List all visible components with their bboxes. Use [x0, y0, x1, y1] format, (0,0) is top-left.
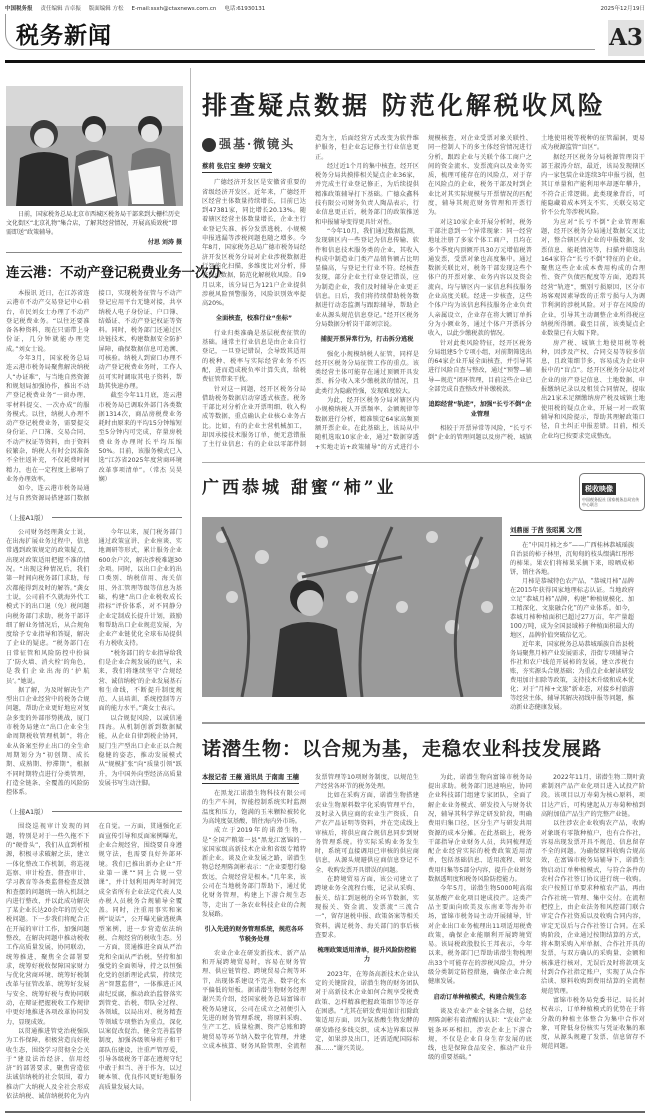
logo-text: 税收映像 [582, 483, 616, 495]
paragraph: 谈及农业产业全链条合规，总经理陈剑彬有着清醒的认识：“农业产业链条环环相扣，涉农企业上下游合规，不仅是企业自身生存发展的底线，也是保障食品安全、推动产业升级的重要基础。” [428, 1007, 532, 1062]
page-number: A3 [608, 20, 644, 56]
paragraph: 在跨境贸易方面，该公司建立了跨境业务全流程台账，记录从采购、报关、结汇到退税的全环节数据，实现报关、资金流、发票流“三流合一”，留存退税申报、政策备案等相关资料，满足税务、海关部门的事后核查要求。 [315, 876, 419, 939]
column-logo-icon [202, 138, 216, 152]
byline-persimmon: 刘鼎丽 于茜 张昭翼 文/图 [510, 526, 582, 534]
byline-risk: 蔡莉 张启宝 秦婷 安瑞文 [202, 162, 272, 173]
photo-tax-officers-with-dolls [6, 86, 183, 206]
paragraph: 为此，经开区税务分局对辖区内小规模纳税人开票频率、金额规律等数据进行分析，精准锁定64家高频顶额开票企业。在此基础上，该局从中随机选取10家企业，通过“数据穿透+实地走访+政策辅导”的方式进行小规模核查，对企业受票对象关联性、同一控制人下的多主体经营情况进行分析，跟踪企业与关联个体工商户之间的资金流水、发票流向以及业务实质，梳理可能存在的风险点，对于存在风险点的企业，税务干部及时到企业比对其实际规模与开票情况的匹配度，辅导其规范财务管理和开票行为。 [315, 135, 532, 451]
paragraph: 经过近1个月的集中核查，经开区税务分局共摸排相关疑点企业36家，并完成主行业登记修正，为后续提供精准政策辅导打下基础。广德众鑫科技有限公司财务负责人陶晶表示，行业信息更正后，税务部门的政策推送和申报辅导变得更具针对性。 [315, 162, 419, 226]
paragraph: “今年10月，我们通过数据监测，发现辖区内一些登记为信息传输、软件和信息技术服务类的企业，其收入构成中制造业门类产品销售额占比明显偏高，与登记主行业不符。经核查发现，部分企业主行业登记错误，应为制造企业，我们及时辅导企业更正信息。日后，我们将持续借助税务数据进行动态监测与跟踪辅导，帮助企业从源头规范信息登记。”经开区税务分局数据分析岗干部刘宗说。 [315, 227, 419, 328]
divider [202, 462, 645, 463]
article-title-lianyungang: 连云港：不动产登记税费业务一次办 [6, 265, 222, 281]
paragraph: 据了解，为及时解决生产型出口企业经营中的税务合规问题，帮助企业更好地应对复杂多变的外部形势挑战，厦门市税务局建立“出口企业全生命周期税收管理机制”，将企业从备案至停止出口的全生命周期划分为“初创期、成长期、成熟期、停滞期”，根据不同时期特点进行分类管理，打造全链条、全覆盖的风险防控体系。 [6, 686, 90, 797]
article-body-continued-2 [6, 822, 182, 1101]
paragraph: 农业企业在研发新技术、新产品和开展跨境贸易时，容易在财务管理、供应链管控、跨境贸易合规等环节，出现体系建设不完善、数字化水平偏低的短板。据诺潜生物财务经理谢兴美介绍，经国家税务总局富锦市税务局建议，公司在成立之初便引入先进的财务管理系统，将原料采购、生产工艺、质量检测、资产总账和跨境贸易等环节纳入数字化管理，并建立成本核算、财务风险管理、全流程发票管理等10项财务制度，以规范生产经营各环节的税务处理。 [202, 773, 419, 1050]
paragraph: 近年来，国家税务总局恭城瑶族自治县税务局聚焦月柿产业发展需求，沿街专项辅导合作社和农户线范开展柿的发展，建立涉税台账，夯实源头合规基础；为重点企业解读研发费用加计扣除等政策，支持技术升级和成本优化；对于“月柿+文旅”新业态，对接乡村旅游等经营主体，辅导其解决初线申报等问题，推动新业态健康发展。 [510, 640, 634, 711]
paragraph: 据经开区税务分局税源管理岗干部王淑涛介绍，最近，该局发现辖区内一家包装企业连续3年申报亏损，但其订单量和产能利用率却逐年攀升，不符合正常逻辑。此类现象背后，可能隐藏着成本列支不实、关联交易定价不公允等涉税风险。 [541, 153, 645, 217]
subheading: 引入先进的财务管理系统，规范各环节税务处理 [204, 926, 304, 943]
subheading: 启动订单种植模式，构建合规生态 [433, 993, 527, 1001]
paragraph: 强化小规模纳税人征管，同样是经开区税务分局征管工作的重点。该类经营主体可能存在通过顶额开具发票、拆分收入来少缴税款的情况，且此类行为隐蔽性强，发现难度较大。 [315, 350, 419, 395]
paragraph: 本报讯 近日，在江苏省连云港市不动产交易登记中心前台，市民刘女士办理了不动产登记税费业务。“以往还要准备各种资料，现在只需带上身份证，几分钟就能办理完成。”刘女士说。 [6, 290, 90, 353]
subheading: 捕捉开票异常行为，打击拆分逃税 [320, 336, 414, 344]
paper-name: 中国税务报 [5, 6, 33, 12]
paragraph: 富锦市税务局党委书记、局长封权表示，订单种植模式的优势在于将分散的种植主体整合为集中合作对象，可降低身份核实与凭证收集的难度，从源头规避了发票、信息留存不规范问题。 [541, 996, 645, 1051]
article-title-nuoqian: 诺潜生物：以合规为基，走稳农业科技发展路 [202, 737, 603, 760]
column-logo-text: 强基·微镜头 [219, 137, 296, 152]
paragraph: 2023年，在筹备高新技术企业认定的关键阶段，诺潜生物的财务团队对于高新技术企业如何合规享受税费政策、怎样精准把握政策细节等还存在困惑。“尤其在研发费用加计扣除政策适用方面，因为氨基酸生物发酵的研发路径多线交织，成本边界难以界定，如果涉及出口，还需适配国际标准……”谢兴美说。 [315, 970, 419, 1053]
paragraph: 针对这一问题，经开区税务分局借助税务数据启动穿透式核查。税务干部比对分析企业开票明细、收入构成等数据，重点确认企业核心业务占比。比如，有的企业主营机械加工，却因承接技术服务订单，便无意错报了主行业信息；有的企业以零部件制造为主，后面经营方式改变为软件维护服务，但企业忘记修主行业信息更正。 [202, 135, 419, 449]
paragraph: 如今，连云港市税务局通过与自然资源局搭建部门数据接口，实现税务征管与不动产登记应用平台无缝对接，共享纳税人电子身份证、户口簿、结婚证、不动产登记权证等资料。同时，税务部门还通过区块链技术，构建数据安全防护屏障，确保数据信息可追溯、可核验。纳税人到窗口办理不动产登记税费业务时，工作人员可实时调取其电子资料，帮助其快速办理。 [6, 290, 182, 502]
article-body-lianyungang [6, 289, 182, 503]
left-column [5, 68, 222, 1101]
phone: 电话:61930131 [224, 6, 266, 12]
paragraph: 月柿是恭城特色农产品，“恭城月柿”品牌在2015年获得国家地理标志认证。当地政府立足“恭城月柿”品牌，构建“种植规模化、加工精深化、文旅融合化”的产业体系。如今，恭城月柿种植面积已超过27万亩，年产量超100万吨，成为全国县域柿子种植面积最大的地区，品牌价值突破倍亿元。 [510, 577, 634, 639]
article-body-nuoqian [202, 773, 645, 1063]
article-body-risk [202, 134, 645, 452]
paragraph: 2022年11月，诺潜生物二期叶黄素制剂产品产业化项目进入试投产阶段。该项目以万寿菊为核心原料，项目达产后，可构建起从万寿菊种植到高附加值产品生产的完整产业链。 [541, 773, 645, 818]
column-logo [202, 138, 306, 152]
paragraph: 成立于2019年的诺潜生物，是“全国产粮第一县”黑龙江富锦的一家国家级高新技术企业和省级专精特新企业。谈及企业发展之路，诺潜生物总经理陈剑彬表示：“企业要想行稳致远，合规经营是根本。”几年来，该公司在当地税务部门帮助下，通过优化财务管理，构建上下游合规生态等，走出了一条农业科技企业的合规发展路。 [202, 827, 306, 918]
section-title: 税务新闻 [16, 22, 112, 49]
page-body [0, 68, 650, 1111]
persimmon-text [510, 517, 634, 712]
paragraph: 今年5月，诺潜生物5000吨高端氨基酸产业化项目建成投产。这类产品主要面向欧美及东南亚等海外市场，富锦市税务局主动开展辅导，针对企业出口业务梳理出11项适用税费政策，确保企业能顺利开展跨境贸易。该局税政股股长王邦表示，今年以来，税务部门已帮助诺潜生物梳理出33个可能存在的涉税风险点，并分级分类制定防控措施，确保企业合规健康发展。 [428, 885, 532, 986]
continued-label: （上接A1版） [6, 513, 182, 522]
article-title-persimmon: 广西恭城 甜蜜“柿”业 [202, 477, 397, 498]
byline-nuoqian: 本报记者 王薇 通讯员 于南南 王楠 [202, 773, 299, 784]
paragraph: 在“中国月柿之乡”——广西桂林恭城瑶族自治县的柿子林里，沉甸甸的枝头缀满红彤彤的柿果。果农们将柿果采摘下来，晾晒成柿饼，销往各地。 [510, 541, 634, 576]
paragraph: 公司财务经理龚女士说，在出海扩展业务过程中，信息常遇到政策规定的政策疑点，出现对政策适用把握不准的情况。“出现这种情况后，我们第一时间向税务部门求助，每次都能得到及时的解答。”龚女士说，公司前不久就海外代工模式下的出口退（免）税问题向税务部门求助，税务干部详细了解业务情况后，从合规角度给予专业指导和答疑，解决了企业的疑虑。“税务部门在日常征管和风险防控中扮演了‘防火墙、消火栓’的角色，是我们企业出海的‘护航员’。”她说。 [6, 528, 90, 685]
paragraph: 以合规促风险，以诚信通四海。从机制创新到数据赋能，从企业自律到税企协同，厦门生产型出口企业正以合规稳健的姿态，推动发展模式从“规模扩张”向“质量引领”跃升，为中国外向型经济高质量发展书写生动注脚。 [98, 714, 182, 787]
paragraph: 为应对“长亏不倒”企业管理难题，经开区税务分局通过数据交叉比对，整合辖区内企业的申报数据、发票信息、能耗情况等，扫描并筛选出164家符合“长亏不倒”特征的企业。聚焦这些企业成本费用构成的合理性、资产负债匹配度等方面，追踪其经营“轨迹”，甄别亏损原因，区分市场客观因素导致的正常亏损与人为调节利润的涉税风险。对于存在风险的企业，引导其主动调整企业所得税应纳税所得额。截至目前，该类疑点企业数量已有大幅下降。 [541, 218, 645, 338]
paragraph: 在黑龙江诺潜生物科技有限公司的生产车间，智能控制系统实时监测温度和压力，饱满的玉米颗粒被转化为高纯度氨基酸，销往海内外市场。 [202, 790, 306, 825]
paragraph: 围绕巡视审计发现的问题，特别是对于一些久拖不下的“硬骨头”，我们从直到析根源，积极寻求破解之法，建立一体化整改工作机制，将巡视巡察、审计检查、督查审计、学习教育等各类监督检查反馈和查摆的问题统一纳入机制之内进行整改，并以此成功解决了某企业长达20余年的历史欠税问题。下一步我们将配合正在开展的审计工作，加强问题整改，在解决问题中推动税收工作高质量发展，协同联动，统筹推进，聚焦全会部署要求，统筹好税收保障国家财力与优化营商环境、统筹好税制改革与征管改革、统筹好发展与安全、统筹好税与费协同联动，在辩证把握税收工作规律中更好地推进各项改革协同发力，显现成效。 [6, 823, 90, 1026]
paragraph: 对这10家企业开展分析时，税务干部注意到一个异常现象：同一经营地址注册了多家个体工商户，且均在多个季度内顶额开具30万元增值税普通发票，受票对象也高度集中。通过数据关联比对，税务干部发现这些个体户的开票对象、业务内容以及资金流向，均与辖区内一家信息科技服务企业高度关联。经进一步核查，这些个体户均为该信息科技服务企业负责人亲属设立，企业存在将大额订单拆分为小额业务，通过个体户开票拆分收入，以此少缴税款的情况。 [428, 218, 532, 338]
right-column [191, 68, 645, 1101]
paragraph: 截至今年11月底，连云港市税务局已调取外部门各类数据1314次，商品房税费业务耗时由原来的平均15分钟缩短至5分钟内可完成，存量房税费业务办理时长平均压缩50%。目前，该服务模式已入选“江苏省2025年度营商环境改革事项清单”。（常杰 吴昊娴） [98, 392, 182, 483]
header-rule [5, 60, 645, 63]
paragraph: 行业归类准确是基层税费征管的基础。通常主行业信息是由企业自行登记，一旦登记错误，会导致其适用的税种、税率与实际经营业务不匹配，进而造成税负率计算失真，给税费征管带来干扰。 [202, 329, 306, 384]
bottom-rule [5, 1111, 645, 1113]
paragraph: 以往涉农企业收购农产品，收购对象既有零散种植户，也有合作社，容易出现发票开具不规范、信息留存不全的问题。为确保原料收购合规高效，在富锦市税务局辅导下，诺潜生物启动订单种植模式，与符合条件的农村合作社签订协议进行统一收购。农户按照订单要求种植农产品，再由合作社统一管理、集中交付。在流程把控上，由企业法务和风控部门联合审定合作社资质以及收购合同内容，审定无误后与合作社签订合同。在采购阶段，企业通过按期结算的方式，将本期采购入库单据、合作社开具的发票，与双方确认的采购量、金额和核准进行核对，无误后及时将款项支付到合作社指定账户，实现了从合作洽谈、原料收购到费用结算的全流程规范管理。 [541, 820, 645, 995]
paragraph: 为此，诺潜生物向富锦市税务局提出求助。税务部门迅速响应，协同企业科技部门组建专家团队，全面了解企业业务模式、研发投入与财务状况，辅导其科学界定研发阶段，明确费用归集口径，区分生产与研发共用资源的成本分摊。在此基础上，税务干部指导企业财务人员，共同梳理适配企业经营实际的税费政策适用清单，包括基础信息、适用流程、研发费用归集等5部分内容，提升企业财务数据透明度和税务风险防控能力。 [428, 773, 532, 884]
photo-credit: 付思 刘涛 摄 [147, 239, 182, 246]
paragraph: 以贯通推进管党治税强队为工作保障，积极营造良好税收生态，围绕学习贯彻全会关于“建设法治经济、信用经济”的部署要求，聚焦营造依法诚信纳税的社会氛围，着力推动广大纳税人及全社会形成依法纳税、诚信纳税转化为内在自觉。一方面，贯通强化正面宣传引导和反面案例曝光，企业合规经营，围绕要自身遵规守法，也需要良好外部环境。我们已推出新办企业“开业第一课”“同上合规一堂课”，并计划利用两年时间完成全省所有企业法定代表人及办税人员税务合规辅导全覆盖。同时，注重用事实和案例“说话”，公开曝光偷逃税典型案例，进一步营造依法纳税、合规经营的税收生态。另一方面，贯通推进全面从严治党和全面从严治税，坚持和加强党的全面领导，持之以恒强化党的创新理论武装，持续完善“智慧监督”，一体推进正风肃纪反腐，推动政治监督落实到管党、治税、带队全过程、各领域，以局出对、税务精查等领域专项整治为重点，深化以案促改促治，健全完善监督制度，加强各级领导班子和干部队伍建设，注重严管厚爱，引导各级税务干部在遵规守纪中敢于担当、善于作为，以过硬本领、优良作风更好地服务高质量发展大局。 [6, 823, 182, 1101]
nq-intro [202, 789, 306, 919]
paragraph: 今年3月，国家税务总局连云港市税务局聚焦解决纳税人“办证难”，与当地自然资源和规划局加强协作，推出不动产登记税费业务“一窗办理、零材料提交、一次办成”的服务模式。以往，纳税人办理不动产登记税费业务，需要提交身份证、户口簿、交易合同、不动产权证等资料，由于资料较繁杂，纳税人有时会因准备不全往返补充，不仅耗费时间精力，也在一定程度上影响了业务办理效率。 [6, 355, 90, 483]
article-title-risk: 排查疑点数据 防范化解税收风险 [202, 91, 606, 120]
paragraph: 针对此类风险特征，经开区税务分局组建5个专项小组，对前期筛选出的64家企业开展全面核查，并引导其进行风险自查与整改，通过“预警—辅导—规范”闭环管理，目前这些企业已全部完成自查整改并补缴税款。 [428, 339, 532, 394]
continued-label: （上接A1版） [6, 807, 182, 816]
photo-illustration [202, 517, 502, 697]
issue-date: 2025年12月19日 [600, 6, 645, 12]
subheading: 全面核查，校准行业“坐标” [215, 315, 293, 323]
paragraph: “税务部门的专业指导给我们是企业合规发展的底气，未来，我们将继续坚守‘合规经营、诚信纳税’的企业发展基石和生命线，不断提升制度规范、人员培训、系统控制等方面的能力水平。”龚女士表示。 [98, 649, 182, 713]
paragraph: 广德经济开发区是安徽省重要的省级经济开发区。近年来，广德经开区经营主体数量持续增长，目前已达到47381家，同比增长20.13%。随着辖区经营主体数量增长，企业主行业登记失准、拆分发票逃税、小规模申报逃漏等涉税问题也随之增多。今年8月，国家税务总局广德市税务局经济开发区税务分局对企业涉税数据进行智能化扫描，多维度比对分析，排查疑点数据，防范化解税收风险。自9月以来，该分局已为121户企业提供涉税风险预警服务，风险识别效率提高20%。 [202, 179, 306, 308]
article-body-continued-1 [6, 528, 182, 798]
article-body-persimmon [510, 541, 634, 712]
photo-illustration [6, 86, 183, 206]
paragraph: 相较于开票异常等风险，“长亏不倒”企业的管理问题以及房产税、城镇土地使用税等税种的征管漏洞，更易成为税源监管“盲区”。 [428, 135, 645, 442]
divider [6, 252, 182, 253]
paragraph: 比如在采购方面，诺潜生物搭建农业生物原料数字化采购管理平台，及时录入供应商的农业生产资质、自产农产品证明等资料，并在完成线上审核后，将供应商合规信息同步到财务管理系统。待实际采购业务发生时，系统可直接调用已审核的供应商信息，从源头规避供应商信息登记不全、收购发票开具错误的问题。 [315, 792, 419, 874]
risk-intro [202, 178, 306, 308]
divider [202, 722, 645, 724]
photo-persimmon-orchard [202, 517, 502, 697]
persimmon-article [202, 517, 645, 712]
designer: 版面编辑 方松 [88, 6, 124, 12]
photo-caption: 日前，国家税务总局北京市西城区税务局干部来到大栅栏历史文化街区“北京礼物”集合店，了解其经营情况，开展高质效税“即需即送”政策辅导。 [6, 211, 181, 236]
paragraph: 房产税、城镇土地使用税等税种，因涉及产权、合同交易等较多信息，且政策细节多，容易成为企业申报中的“盲点”。经开区税务分局比对企业的房产登记信息、土地数据、申报缴纳记录以及租赁合同情况，提取出21家未足额缴纳房产税及城镇土地使用税的疑点企业，开展一对一政策辅导和风险提示，帮助其理解政策口径，自主纠正申报差错。目前，相关企业均已按要求完成整改。 [541, 339, 645, 440]
email: E-mail:ssxh@ctaxnews.com.cn [131, 6, 217, 12]
page-header [0, 0, 650, 68]
paragraph: 今年以来，厦门税务部门通过政策宣讲、企业座谈、实地调研等形式，累计服务企业600余户次，解决涉税难题30余项。同时，以出口企业的出口类别、纳税信用、海关信用、外汇管理等级等信息为基础，构建“出口企业税收成长指标”评价体系，对不同静分企业定制成长提升计划，鼓励和帮助出口企业规范发展，为企业产业链优化全球布局提供有力税收支持。 [98, 528, 182, 648]
logo-subtext: 中国税务报社 国家税务总局宣传中心联合 [582, 496, 640, 508]
masthead-info [5, 4, 645, 12]
subheading: 追踪经营“轨迹”，加强“长亏不倒”企业管理 [428, 401, 532, 418]
subheading: 梳理政策适用清单，提升风险防控能力 [317, 947, 417, 964]
editor: 责任编辑 吉卓振 [40, 6, 81, 12]
persimmon-header [202, 473, 645, 511]
photo-column-logo [579, 473, 645, 511]
